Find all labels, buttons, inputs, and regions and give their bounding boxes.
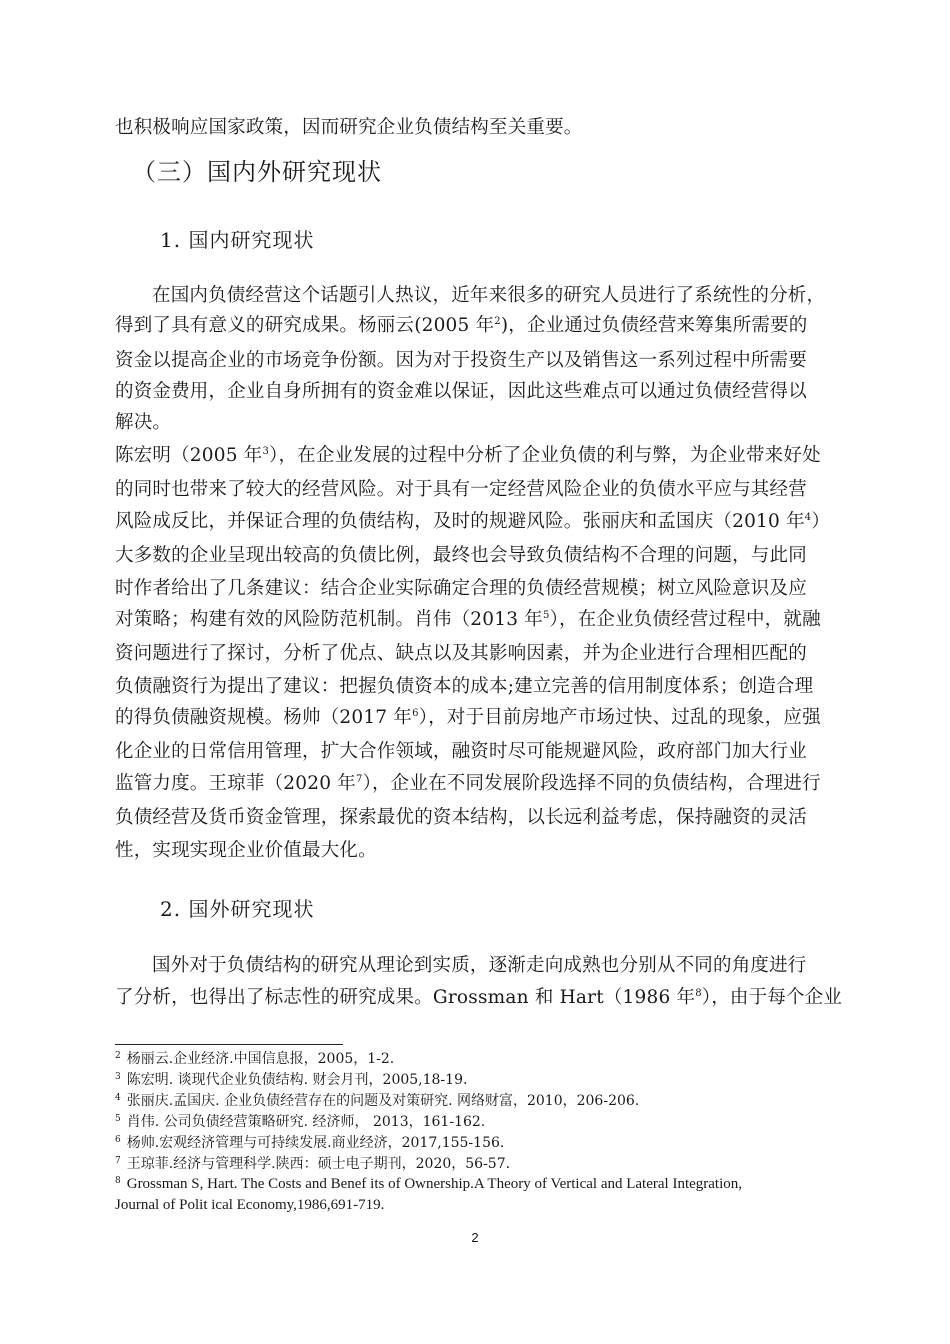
footnote-separator [115,1044,343,1045]
footnote: $^2$ 杨丽云.企业经济.中国信息报，2005，1-2. [115,1051,395,1067]
paragraph-line: 化企业的日常信用管理，扩大合作领域，融资时尽可能规避风险，政府部门加大行业 [115,741,807,762]
paragraph-line: 大多数的企业呈现出较高的负债比例，最终也会导致负债结构不合理的问题，与此同 [115,545,807,566]
footnote-ref[interactable]: 2 [494,316,501,327]
footnote: $^7$ 王琼菲.经济与管理科学.陕西：硕士电子期刊，2020，56-57. [115,1156,511,1172]
paragraph-line: 国外对于负债结构的研究从理论到实质，逐渐走向成熟也分别从不同的角度进行 [152,955,807,976]
footnote: $^8$ Grossman S, Hart. The Costs and Benef its of Ownership.A Theory of Vertical and Lateral Integration, [115,1176,743,1192]
footnote: $^5$ 肖伟. 公司负债经营策略研究. 经济师， 2013，161-162. [115,1114,486,1130]
footnote-ref[interactable]: 5 [542,610,550,621]
paragraph-line: 资问题进行了探讨，分析了优点、缺点以及其影响因素，并为企业进行合理相匹配的 [115,643,807,664]
paragraph-line: 时作者给出了几条建议：结合企业实际确定合理的负债经营规模；树立风险意识及应 [115,578,807,599]
intro-line: 也积极响应国家政策，因而研究企业负债结构至关重要。 [115,117,583,138]
paragraph-line: 的得负债融资规模。杨帅（2017 年$^6$），对于目前房地产市场过快、过乱的现象，应强 [115,707,821,728]
paragraph-line: 风险成反比，并保证合理的负债结构，及时的规避风险。张丽庆和孟国庆（2010 年$^4$） [115,511,831,532]
footnote-ref[interactable]: 7 [355,774,363,785]
footnote-ref[interactable]: 8 [695,988,702,999]
paragraph-line: 在国内负债经营这个话题引人热议，近年来很多的研究人员进行了系统性的分析， [152,285,826,306]
section-heading: （三）国内外研究现状 [132,158,382,186]
footnote-ref[interactable]: 6 [412,708,419,719]
paragraph-line: 解决。 [115,412,172,433]
paragraph-line: 负债经营及货币资金管理，探索最优的资本结构，以长远利益考虑，保持融资的灵活 [115,807,807,828]
page-number: 2 [471,1230,479,1245]
footnote: $^4$ 张丽庆.孟国庆. 企业负债经营存在的问题及对策研究. 网络财富，2010，206-206. [115,1093,640,1109]
paragraph-line: 陈宏明（2005 年$^3$），在企业发展的过程中分析了企业负债的利与弊，为企业带来好处 [115,445,821,466]
paragraph-line: 资金以提高企业的市场竞争份额。因为对于投资生产以及销售这一系列过程中所需要 [115,350,807,371]
paragraph-line: 的资金费用，企业自身所拥有的资金难以保证，因此这些难点可以通过负债经营得以 [115,381,807,402]
footnote: $^3$ 陈宏明. 谈现代企业负债结构. 财会月刊，2005,18-19. [115,1072,468,1088]
subsection-heading-foreign: 2. 国外研究现状 [160,897,315,921]
footnote: $^6$ 杨帅.宏观经济管理与可持续发展.商业经济，2017,155-156. [115,1135,505,1151]
subsection-heading-domestic: 1. 国内研究现状 [160,228,315,252]
paragraph-line: 了分析，也得出了标志性的研究成果。Grossman 和 Hart（1986 年$^8$），由于每个企业 [115,987,843,1008]
paragraph-line: 监管力度。王琼菲（2020 年$^7$），企业在不同发展阶段选择不同的负债结构，合理进行 [115,773,821,794]
footnote-ref[interactable]: 4 [804,512,812,523]
paragraph-line: 得到了具有意义的研究成果。杨丽云(2005 年$^2$)，企业通过负债经营来筹集所需要的 [115,315,808,336]
footnote-ref[interactable]: 3 [262,446,270,457]
footnote-continuation: Journal of Polit ical Economy,1986,691-719. [115,1197,385,1213]
paragraph-line: 负债融资行为提出了建议：把握负债资本的成本;建立完善的信用制度体系；创造合理 [115,676,814,697]
paragraph-line: 性，实现实现企业价值最大化。 [115,840,377,861]
paragraph-line: 的同时也带来了较大的经营风险。对于具有一定经营风险企业的负债水平应与其经营 [115,479,807,500]
paragraph-line: 对策略；构建有效的风险防范机制。肖伟（2013 年$^5$），在企业负债经营过程中，就融 [115,609,821,630]
